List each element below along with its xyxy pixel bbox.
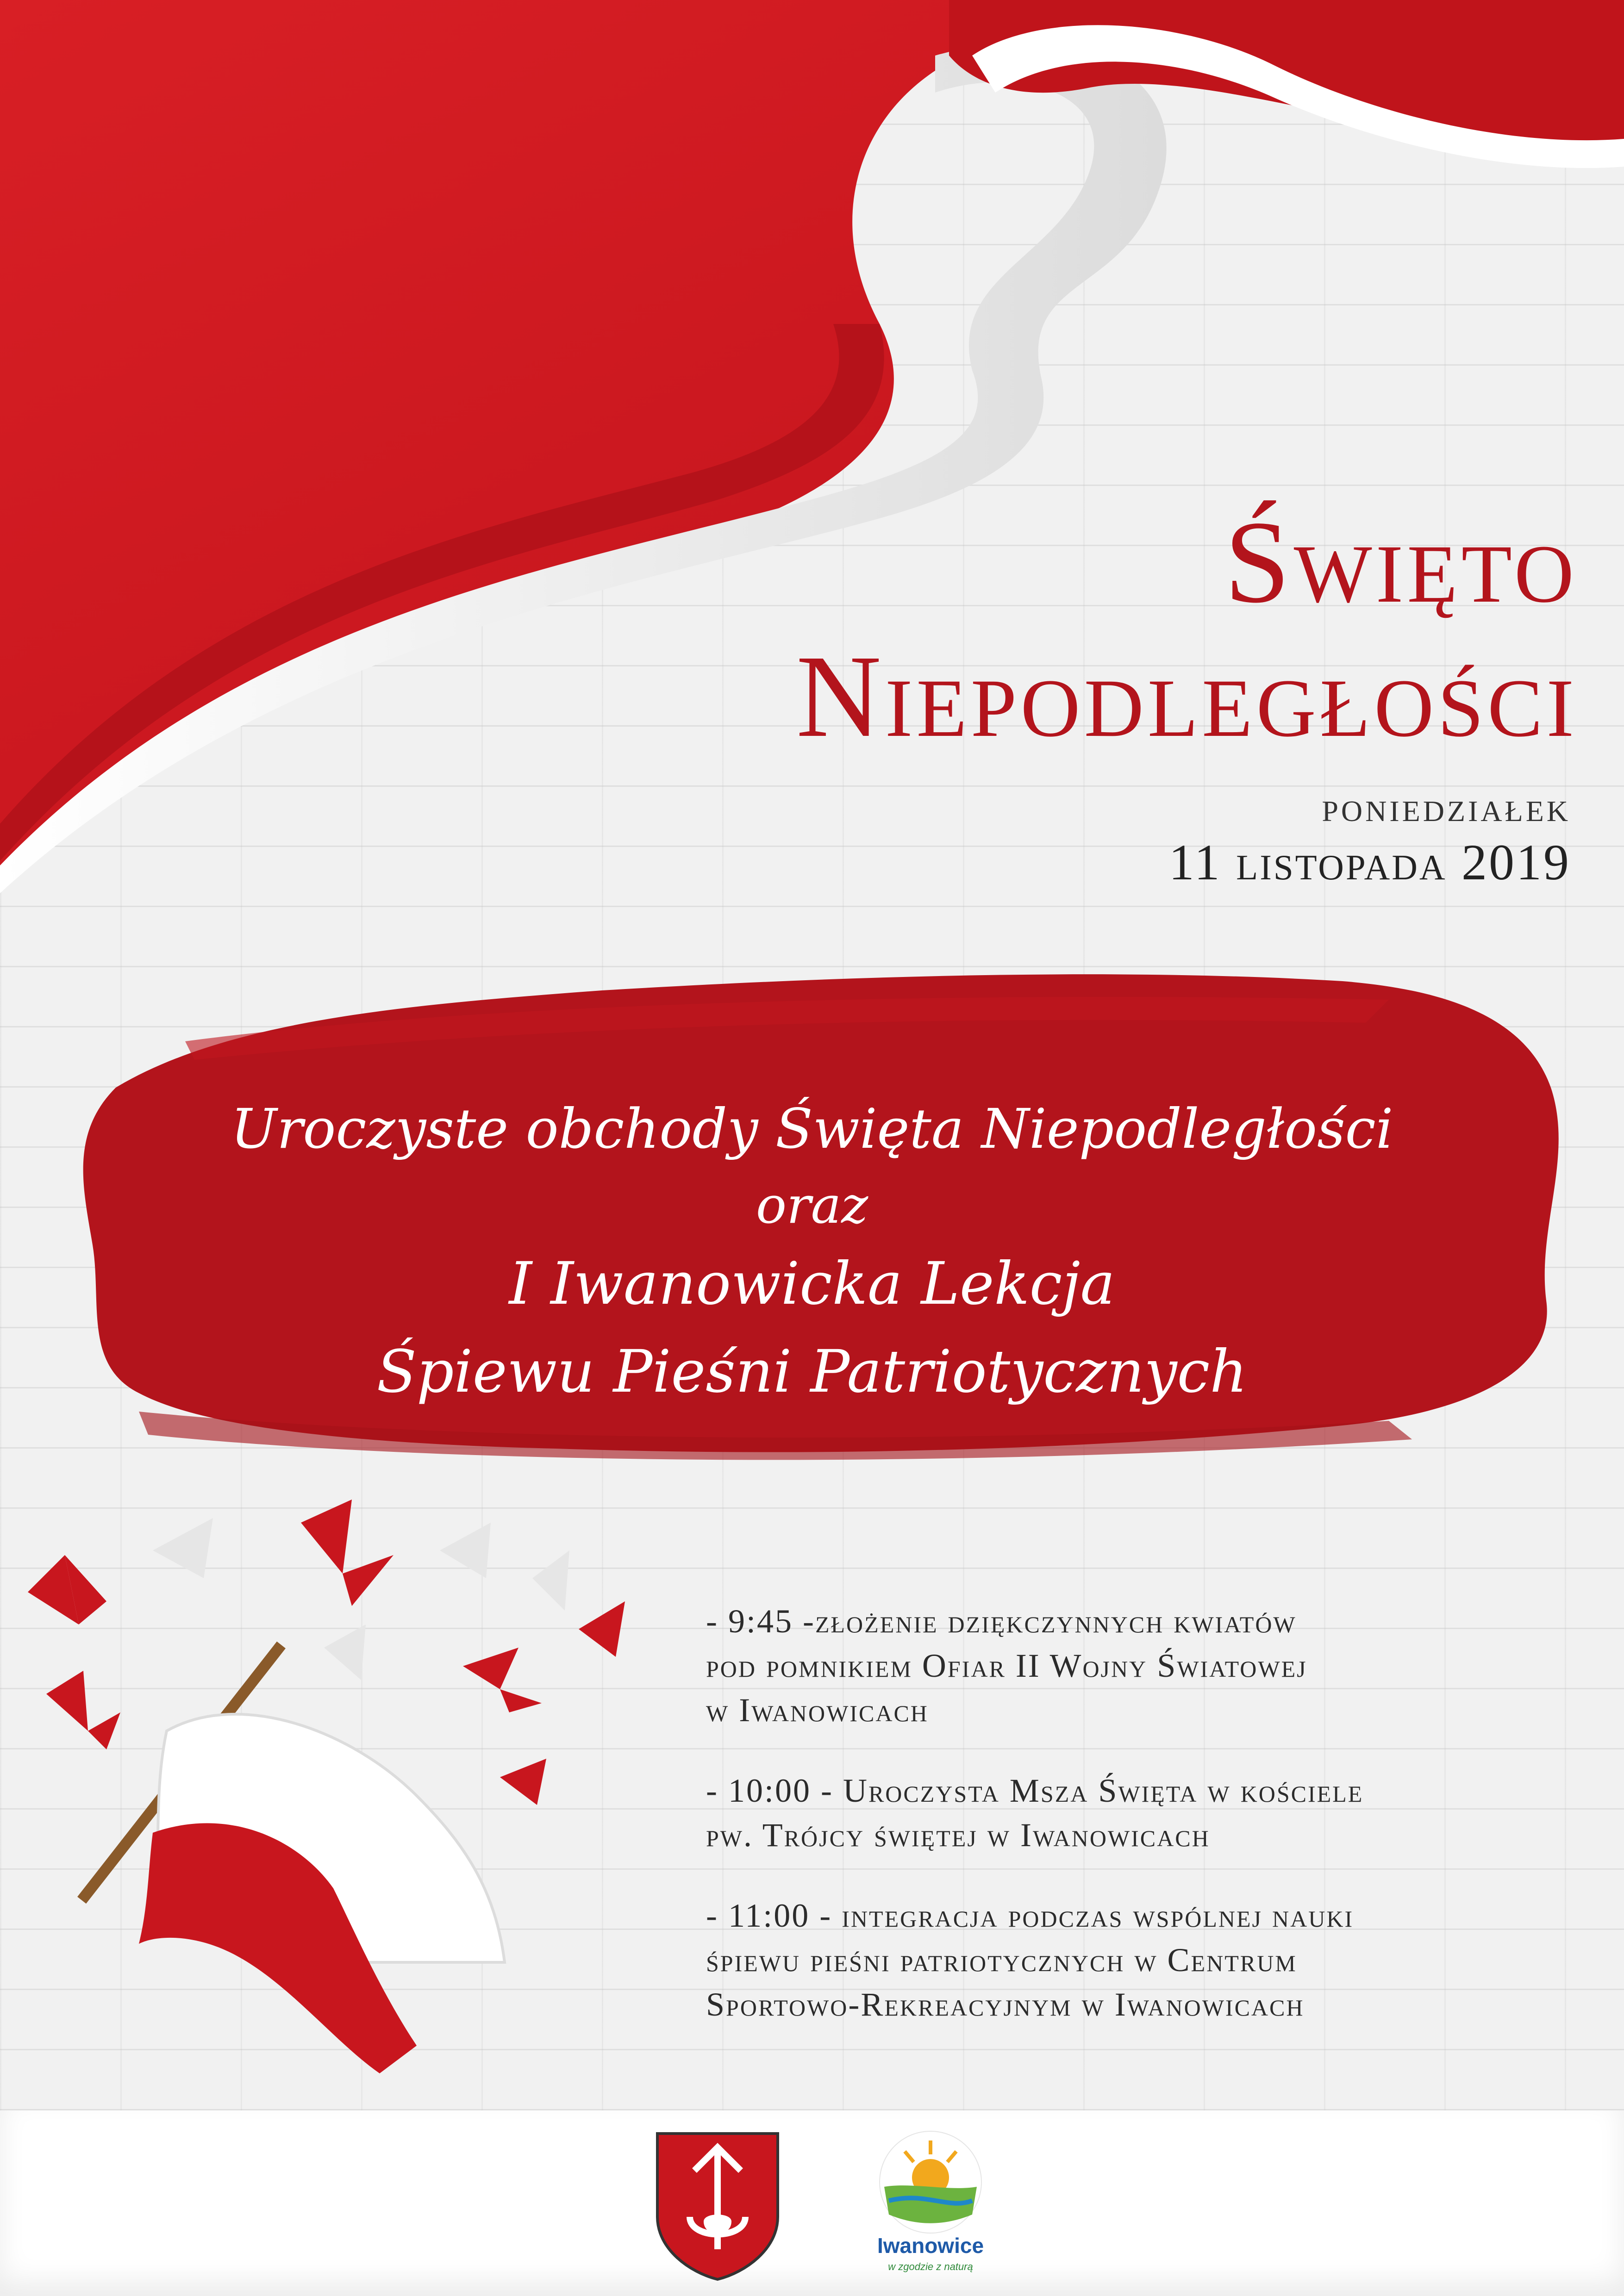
schedule-item: [706, 1599, 1586, 1732]
headline-line-2: oraz: [756, 1176, 868, 1235]
schedule-line: w Iwanowicach: [706, 1692, 929, 1729]
logo-name: Iwanowice: [877, 2234, 984, 2258]
schedule-line: pw. Trójcy świętej w Iwanowicach: [706, 1817, 1210, 1854]
headline-line-1: Uroczyste obchody Święta Niepodległości: [231, 1097, 1393, 1161]
schedule-line: Sportowo-Rekreacyjnym w Iwanowicach: [706, 1986, 1305, 2023]
schedule-item: [706, 1893, 1586, 2027]
brush-stroke-banner: [0, 949, 1624, 1527]
ribbon-flag-graphic: [0, 0, 1624, 902]
schedule-line: - 11:00 - integracja podczas wspólnej nauki: [706, 1897, 1354, 1934]
coat-of-arms-icon: [653, 2129, 782, 2282]
title-line-2: Niepodległości: [796, 631, 1578, 762]
schedule-line: - 9:45 -złożenie dziękczynnych kwiatów: [706, 1603, 1297, 1640]
event-date: 11 listopada 2019: [1168, 834, 1571, 890]
flag-and-birds-graphic: [0, 1472, 694, 2166]
title-line-1: Święto: [1224, 497, 1578, 628]
event-day: poniedziałek: [1322, 783, 1571, 830]
schedule-item: [706, 1768, 1586, 1857]
schedule-list: [706, 1599, 1586, 2063]
logo-tagline: w zgodzie z naturą: [888, 2261, 973, 2272]
headline-line-4: Śpiewu Pieśni Patriotycznych: [376, 1338, 1248, 1406]
headline-line-3: I Iwanowicka Lekcja: [509, 1250, 1115, 1318]
schedule-line: śpiewu pieśni patriotycznych w Centrum: [706, 1941, 1297, 1979]
schedule-line: - 10:00 - Uroczysta Msza Święta w kościele: [706, 1772, 1364, 1809]
schedule-line: pod pomnikiem Ofiar II Wojny Światowej: [706, 1647, 1307, 1684]
